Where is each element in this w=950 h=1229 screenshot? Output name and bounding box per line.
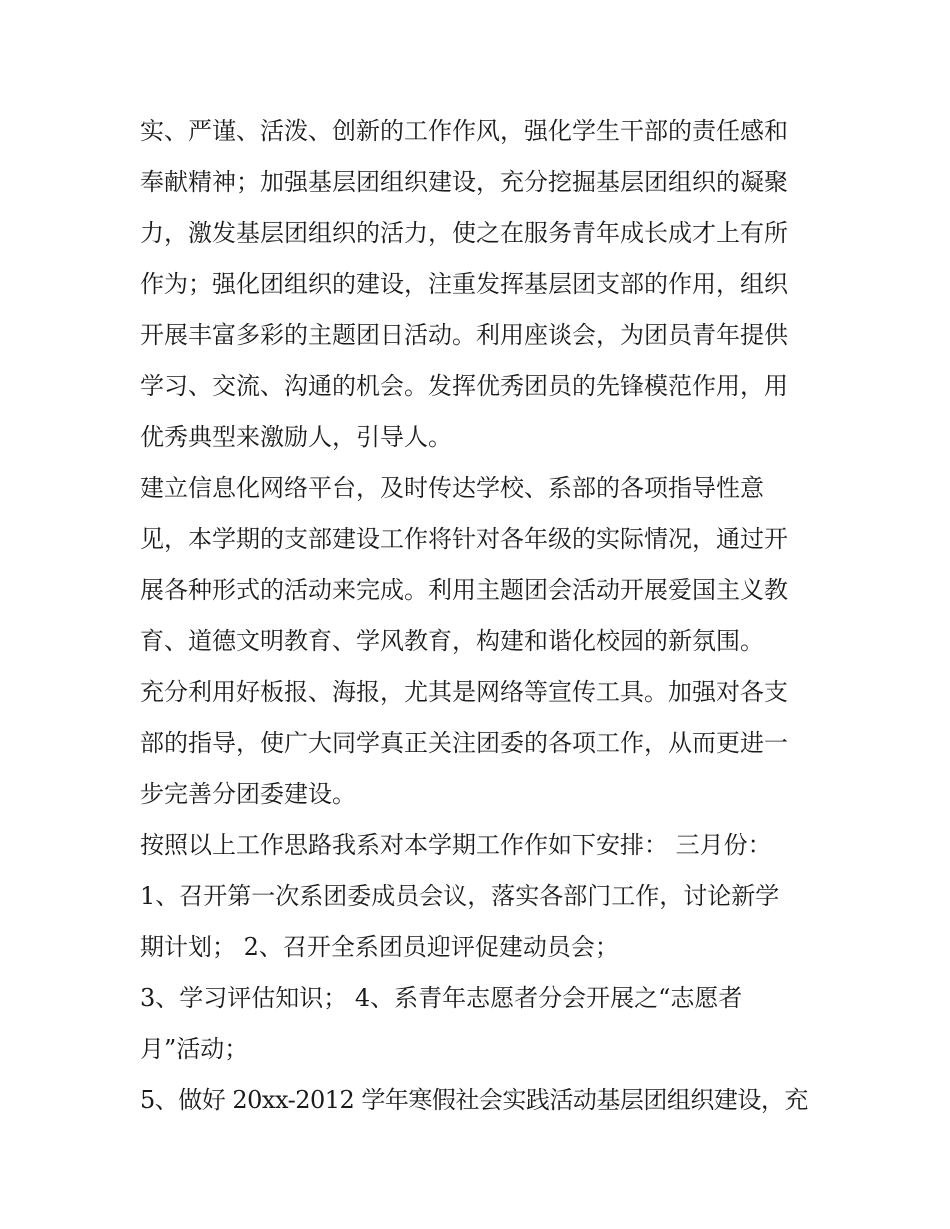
- text-line: 育、道德文明教育、学风教育，构建和谐化校园的新氛围。: [140, 627, 764, 655]
- text-line: 期计划； 2、召开全系团员迎评促建动员会；: [140, 933, 619, 961]
- text-line: 力，激发基层团组织的活力，使之在服务青年成长成才上有所: [140, 219, 788, 247]
- text-line: 月”活动；: [140, 1035, 249, 1063]
- text-line: 部的指导，使广大同学真正关注团委的各项工作，从而更进一: [140, 729, 788, 757]
- text-line: 展各种形式的活动来完成。利用主题团会活动开展爱国主义教: [140, 576, 788, 604]
- text-line: 见，本学期的支部建设工作将针对各年级的实际情况，通过开: [140, 525, 788, 553]
- text-line: 1、召开第一次系团委成员会议，落实各部门工作，讨论新学: [140, 882, 780, 910]
- text-line: 作为；强化团组织的建设，注重发挥基层团支部的作用，组织: [140, 270, 788, 298]
- text-line: 实、严谨、活泼、创新的工作作风，强化学生干部的责任感和: [140, 117, 788, 145]
- text-line: 奉献精神；加强基层团组织建设，充分挖掘基层团组织的凝聚: [140, 168, 788, 196]
- text-line: 5、做好 20xx-2012 学年寒假社会实践活动基层团组织建设，充: [140, 1086, 808, 1114]
- text-line: 按照以上工作思路我系对本学期工作作如下安排： 三月份：: [140, 831, 772, 859]
- text-line: 充分利用好板报、海报，尤其是网络等宣传工具。加强对各支: [140, 678, 788, 706]
- document-body: [140, 106, 815, 1126]
- text-line: 3、学习评估知识； 4、系青年志愿者分会开展之“志愿者: [140, 984, 743, 1012]
- text-line: 优秀典型来激励人，引导人。: [140, 423, 452, 451]
- text-line: 开展丰富多彩的主题团日活动。利用座谈会，为团员青年提供: [140, 321, 788, 349]
- text-line: 步完善分团委建设。: [140, 780, 356, 808]
- text-line: 学习、交流、沟通的机会。发挥优秀团员的先锋模范作用，用: [140, 372, 788, 400]
- text-line: 建立信息化网络平台，及时传达学校、系部的各项指导性意: [140, 474, 764, 502]
